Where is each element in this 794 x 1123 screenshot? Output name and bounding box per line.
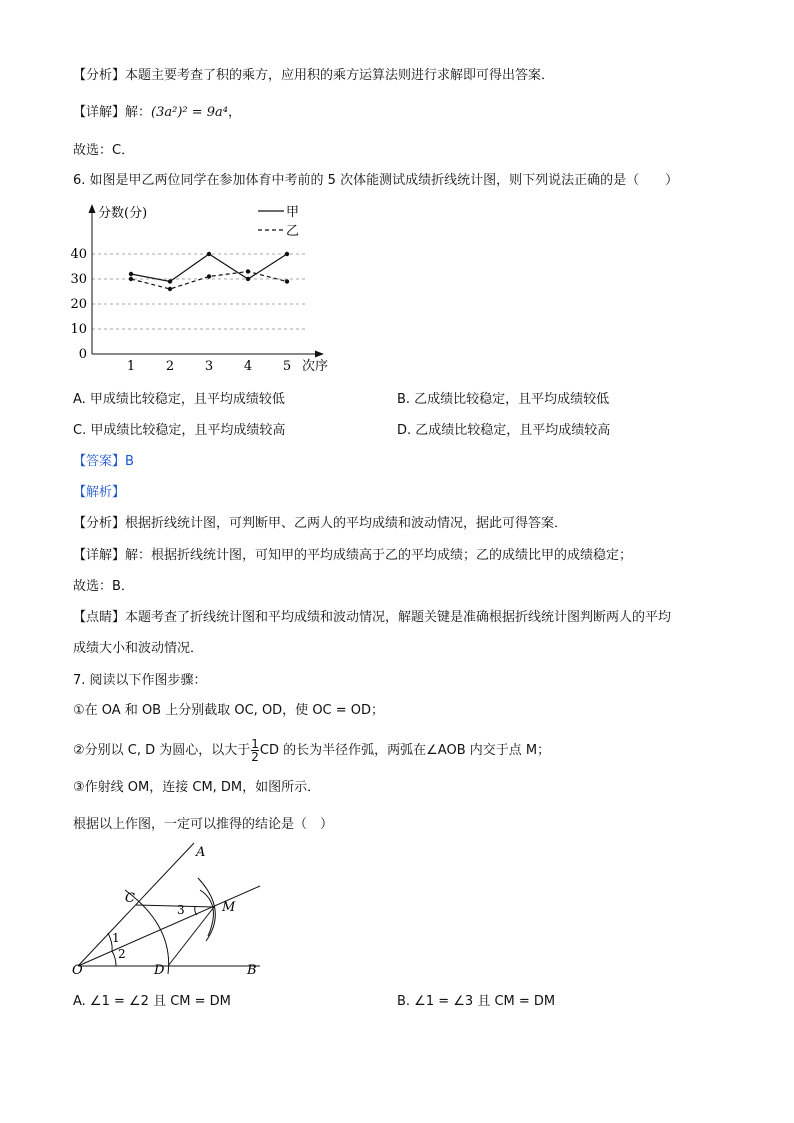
- q6-option-b: B. 乙成绩比较稳定，且平均成绩较低: [397, 392, 610, 407]
- label-m: M: [222, 900, 236, 915]
- y-tick-label: 0: [78, 347, 87, 362]
- x-axis-arrow-icon: [315, 351, 324, 358]
- data-point-jia: [285, 252, 289, 256]
- segment-cm: [136, 905, 214, 907]
- data-point-jia: [129, 272, 133, 276]
- x-tick-label: 5: [282, 359, 292, 374]
- y-tick-label: 20: [70, 297, 87, 312]
- q6-answer-choice: 故选：B．: [73, 579, 134, 594]
- chart-legend: [258, 205, 299, 239]
- chart-ticks: [70, 247, 291, 374]
- x-tick-label: 3: [204, 359, 214, 374]
- data-point-yi: [168, 287, 172, 291]
- label-b: B: [247, 963, 257, 978]
- y-tick-label: 10: [70, 322, 87, 337]
- q5-solution-suffix: ，: [228, 105, 242, 120]
- chart-series: [129, 252, 289, 291]
- q5-solution-formula: (3a²)² = 9a⁴: [151, 105, 228, 120]
- q6-option-c: C. 甲成绩比较稳定，且平均成绩较高: [73, 423, 286, 438]
- data-point-jia: [168, 279, 172, 283]
- line-chart: [70, 196, 340, 376]
- angle-arc-2: [112, 951, 116, 966]
- q6-question: 6. 如图是甲乙两位同学在参加体育中考前的 5 次体能测试成绩折线统计图，则下列说法正确的是（ ）: [73, 173, 679, 188]
- q7-step2-fraction: [251, 738, 259, 763]
- ray-om: [78, 886, 260, 966]
- data-point-yi: [285, 279, 289, 283]
- y-tick-label: 40: [70, 247, 87, 262]
- q7-step1: ①在 OA 和 OB 上分别截取 OC, OD，使 OC = OD；: [73, 703, 385, 718]
- q7-step2-post: CD 的长为半径作弧，两弧在∠AOB 内交于点 M；: [259, 743, 551, 758]
- q7-step3: ③作射线 OM，连接 CM, DM，如图所示．: [73, 780, 321, 795]
- data-point-jia: [207, 252, 211, 256]
- q6-analysis: 【分析】根据折线统计图，可判断甲、乙两人的平均成绩和波动情况，据此可得答案．: [73, 516, 568, 531]
- legend-label-jia: 甲: [286, 205, 300, 220]
- label-c: C: [125, 891, 135, 906]
- data-point-yi: [246, 269, 250, 273]
- y-axis-arrow-icon: [89, 204, 96, 213]
- data-point-yi: [129, 277, 133, 281]
- q6-solution: 【详解】解：根据折线统计图，可知甲的平均成绩高于乙的平均成绩；乙的成绩比甲的成绩稳定；: [73, 548, 633, 563]
- series-line-yi: [131, 272, 287, 290]
- y-axis-label: 分数(分): [98, 206, 148, 221]
- label-o: O: [72, 963, 83, 978]
- q5-analysis: 【分析】本题主要考查了积的乘方，应用积的乘方运算法则进行求解即可得出答案．: [73, 68, 555, 83]
- data-point-yi: [207, 274, 211, 278]
- x-tick-label: 1: [126, 359, 136, 374]
- x-tick-label: 4: [243, 359, 253, 374]
- q7-option-a: A. ∠1 = ∠2 且 CM = DM: [73, 994, 231, 1009]
- label-3: 3: [177, 903, 185, 917]
- label-d: D: [154, 963, 165, 978]
- q6-answer: 【答案】B: [73, 454, 134, 469]
- q7-step2: [73, 738, 550, 763]
- q7-step2-pre: ②分别以 C, D 为圆心，以大于: [73, 743, 251, 758]
- y-tick-label: 30: [70, 272, 87, 287]
- data-point-jia: [246, 277, 250, 281]
- q5-solution: [73, 104, 241, 122]
- q7-intro: 7. 阅读以下作图步骤：: [73, 673, 207, 688]
- q5-answer-choice: 故选：C．: [73, 143, 135, 158]
- label-1: 1: [112, 931, 120, 945]
- fraction-denominator: 2: [251, 750, 259, 764]
- x-axis-label: 次序: [302, 359, 329, 374]
- q7-option-b: B. ∠1 = ∠3 且 CM = DM: [397, 994, 556, 1009]
- q6-comment-line1: 【点睛】本题考查了折线统计图和平均成绩和波动情况，解题关键是准确根据折线统计图判断两人的平均: [73, 610, 672, 625]
- q5-solution-prefix: 【详解】解：: [73, 105, 152, 120]
- fraction-numerator: 1: [251, 737, 259, 751]
- q7-question: 根据以上作图，一定可以推得的结论是（ ）: [73, 817, 334, 832]
- angle-bisector-figure: [70, 838, 270, 980]
- legend-label-yi: 乙: [286, 224, 300, 239]
- x-tick-label: 2: [165, 359, 175, 374]
- q6-option-a: A. 甲成绩比较稳定，且平均成绩较低: [73, 392, 285, 407]
- q6-option-d: D. 乙成绩比较稳定，且平均成绩较高: [397, 423, 611, 438]
- chart-grid: [92, 254, 306, 329]
- q6-analysis-heading: 【解析】: [73, 485, 126, 500]
- q6-comment-line2: 成绩大小和波动情况．: [73, 641, 204, 656]
- label-2: 2: [118, 947, 126, 961]
- label-a: A: [196, 845, 206, 860]
